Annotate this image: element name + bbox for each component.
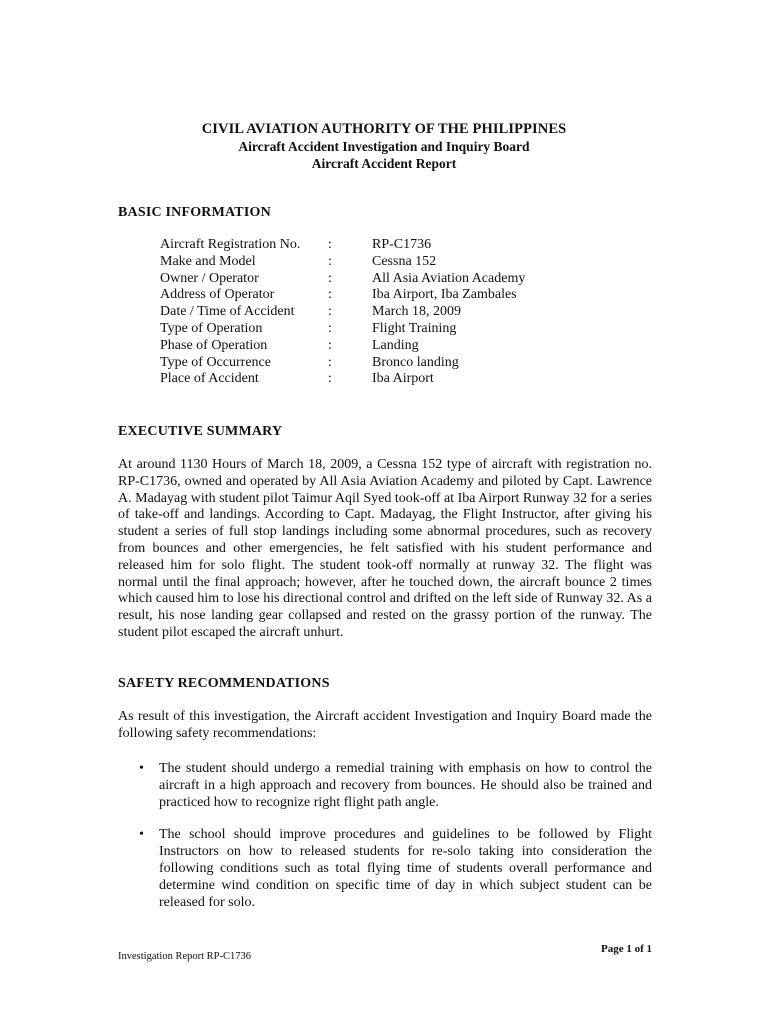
info-separator: : <box>328 237 332 252</box>
footer-report-id: Investigation Report RP-C1736 <box>118 951 251 962</box>
authority-title: CIVIL AVIATION AUTHORITY OF THE PHILIPPINES <box>201 121 567 137</box>
info-separator: : <box>328 337 332 353</box>
board-title: Aircraft Accident Investigation and Inquiry Board <box>238 139 530 154</box>
info-value: RP-C1736 <box>372 237 432 252</box>
info-row-occurrence-type <box>160 355 580 372</box>
info-key: Phase of Operation <box>160 337 268 353</box>
info-row-operation-phase <box>160 338 580 355</box>
info-row-owner-operator <box>160 271 580 288</box>
bullet-icon: • <box>139 827 144 843</box>
info-key: Date / Time of Accident <box>160 304 295 320</box>
info-key: Aircraft Registration No. <box>160 237 301 252</box>
bullet-icon: • <box>139 761 144 776</box>
info-row-make-model <box>160 254 580 271</box>
info-separator: : <box>328 287 332 303</box>
info-value: March 18, 2009 <box>372 304 462 320</box>
basic-information-table <box>160 237 580 388</box>
info-row-operation-type <box>160 321 580 338</box>
info-value: Iba Airport <box>372 371 434 387</box>
info-value: All Asia Aviation Academy <box>372 270 526 286</box>
info-key: Owner / Operator <box>160 270 259 286</box>
list-item <box>118 761 652 811</box>
page-number: Page 1 of 1 <box>600 943 652 955</box>
list-item <box>118 827 652 911</box>
info-separator: : <box>328 354 332 370</box>
recommendation-text: The school should improve procedures and guidelines to be followed by Flight Instructors on how to released students for re-solo taking into consideration the following conditions such as total flying time of students overall performance and determine wind condition on specific time of day in which subject student can be released for solo. <box>159 827 652 910</box>
info-value: Landing <box>372 337 419 353</box>
info-separator: : <box>328 253 332 269</box>
safety-recommendations-list <box>118 761 652 911</box>
report-title: Aircraft Accident Report <box>311 156 457 171</box>
info-key: Type of Occurrence <box>160 354 271 370</box>
document-header <box>0 120 768 172</box>
info-separator: : <box>328 371 332 387</box>
safety-recommendations-heading: SAFETY RECOMMENDATIONS <box>118 676 330 691</box>
info-value: Bronco landing <box>372 354 459 370</box>
info-row-address <box>160 287 580 304</box>
info-key: Address of Operator <box>160 287 275 303</box>
info-key: Make and Model <box>160 253 256 269</box>
info-value: Flight Training <box>372 320 457 336</box>
safety-intro-text: As result of this investigation, the Aircraft accident Investigation and Inquiry Board made the following safety recommendations: <box>118 709 652 741</box>
info-value: Iba Airport, Iba Zambales <box>372 287 517 303</box>
info-separator: : <box>328 320 332 336</box>
recommendation-text: The student should undergo a remedial training with emphasis on how to control the aircraft in a high approach and recovery from bounces. He should also be trained and practiced how to recognize right flight path angle. <box>159 761 652 810</box>
info-key: Place of Accident <box>160 371 259 387</box>
basic-information-heading: BASIC INFORMATION <box>118 205 271 220</box>
info-row-date-time <box>160 304 580 321</box>
info-value: Cessna 152 <box>372 253 437 269</box>
info-row-place <box>160 371 580 388</box>
info-row-registration <box>160 237 580 254</box>
info-key: Type of Operation <box>160 320 263 336</box>
executive-summary-heading: EXECUTIVE SUMMARY <box>118 424 283 439</box>
info-separator: : <box>328 270 332 286</box>
info-separator: : <box>328 304 332 320</box>
executive-summary-text: At around 1130 Hours of March 18, 2009, a Cessna 152 type of aircraft with registration no. RP-C1736, owned and operated by All Asia Aviation Academy and piloted by Capt. Lawrence A. Madayag with student pilot Taimur Aqil Syed took-off at Iba Airport Runway 32 for a series of take-off and landings. According to Capt. Madayag, the Flight Instructor, after giving his student a series of full stop landings including some abnormal procedures, such as recovery from bounces and other emergencies, he felt satisfied with his student performance and released him for solo flight. The student took-off normally at runway 32. The flight was normal until the final approach; however, after he touched down, the aircraft bounce 2 times which caused him to lose his directional control and drifted on the left side of Runway 32. As a result, his nose landing gear collapsed and rested on the grassy portion of the runway. The student pilot escaped the aircraft unhurt. <box>118 457 652 640</box>
